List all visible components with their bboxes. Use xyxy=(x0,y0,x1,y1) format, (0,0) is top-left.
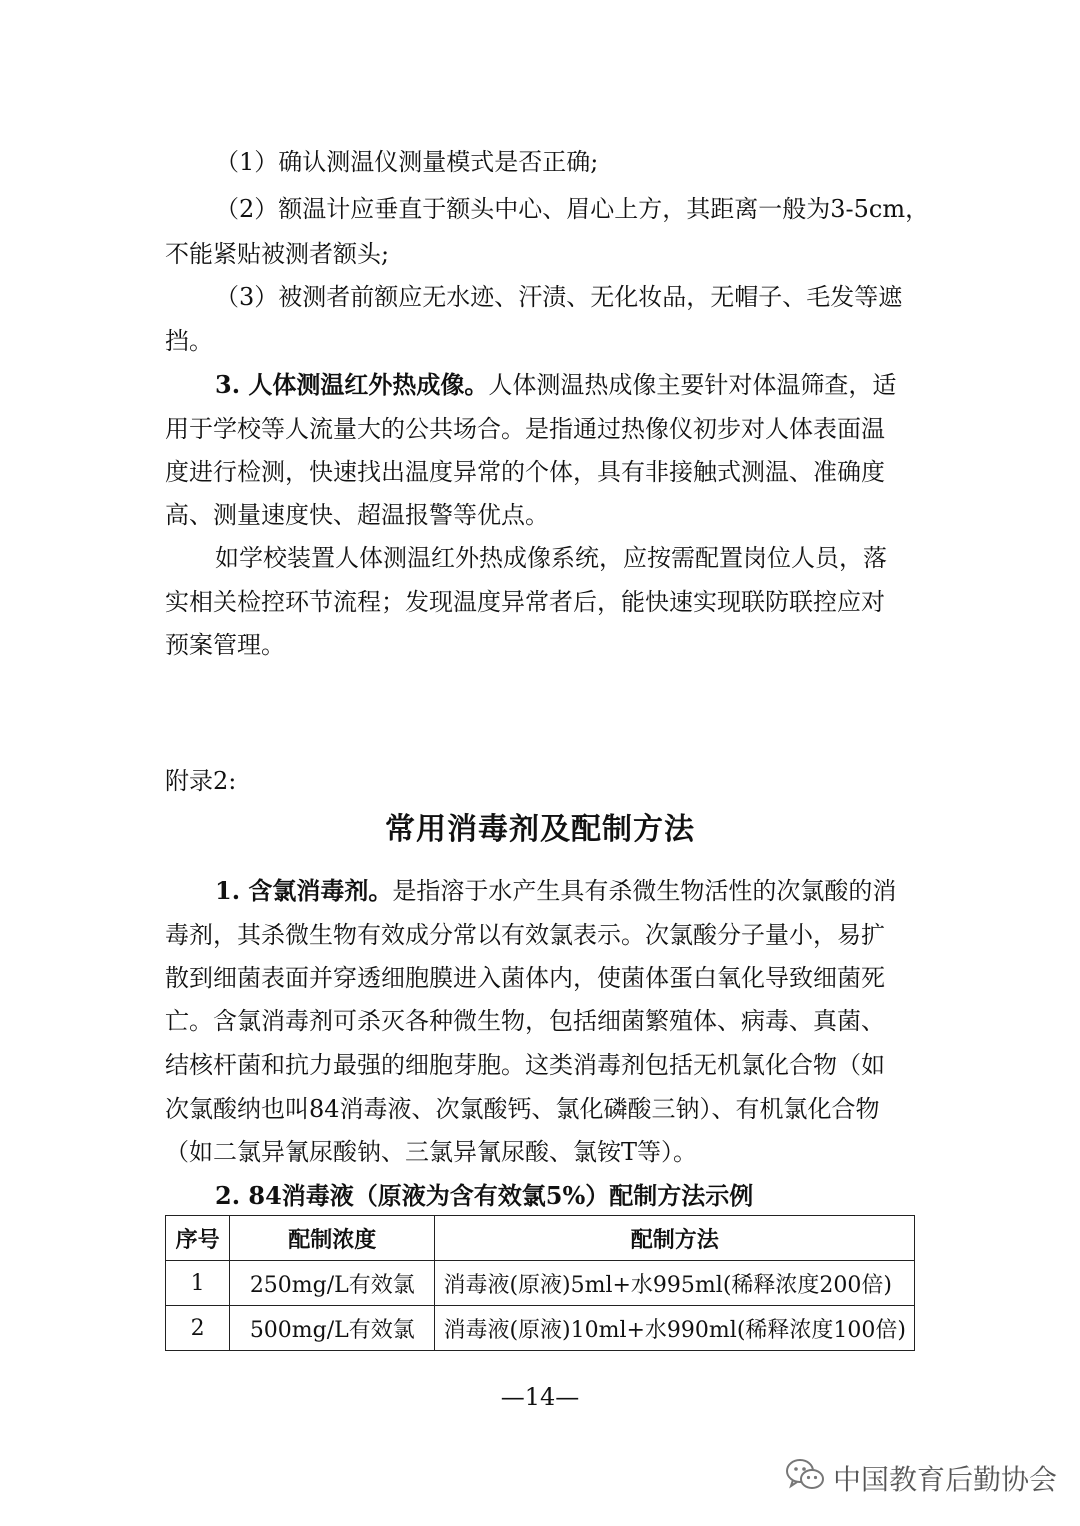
text-line: 挡。 xyxy=(165,327,213,355)
cell-concentration: 250mg/L有效氯 xyxy=(230,1261,435,1306)
text-line: 结核杆菌和抗力最强的细胞芽胞。这类消毒剂包括无机氯化合物（如 xyxy=(165,1051,885,1079)
text-line: 亡。含氯消毒剂可杀灭各种微生物，包括细菌繁殖体、病毒、真菌、 xyxy=(165,1007,885,1035)
text-line: （3）被测者前额应无水迹、汗渍、无化妆品，无帽子、毛发等遮 xyxy=(215,283,903,311)
column-header-concentration: 配制浓度 xyxy=(230,1216,435,1261)
table-row xyxy=(166,1261,915,1306)
watermark xyxy=(785,1458,1057,1498)
text-line: （2）额温计应垂直于额头中心、眉心上方，其距离一般为3-5cm， xyxy=(215,195,930,223)
section-heading-chlorine: 1. 含氯消毒剂。 xyxy=(215,876,393,905)
column-header-index: 序号 xyxy=(166,1216,230,1261)
table-row xyxy=(166,1306,915,1351)
text-span: 是指溶于水产生具有杀微生物活性的次氯酸的消 xyxy=(392,877,897,905)
cell-concentration: 500mg/L有效氯 xyxy=(230,1306,435,1351)
text-line: （1）确认测温仪测量模式是否正确; xyxy=(215,148,599,176)
table-caption: 2. 84消毒液（原液为含有效氯5%）配制方法示例 xyxy=(215,1181,754,1210)
text-line: 散到细菌表面并穿透细胞膜进入菌体内，使菌体蛋白氧化导致细菌死 xyxy=(165,964,885,992)
text-line: 用于学校等人流量大的公共场合。是指通过热像仪初步对人体表面温 xyxy=(165,415,885,443)
text-line: 毒剂，其杀微生物有效成分常以有效氯表示。次氯酸分子量小，易扩 xyxy=(165,921,885,949)
section-heading-infrared: 3. 人体测温红外热成像。 xyxy=(215,370,489,399)
wechat-icon xyxy=(785,1458,825,1499)
cell-method: 消毒液(原液)5ml+水995ml(稀释浓度200倍) xyxy=(435,1261,915,1306)
disinfectant-table xyxy=(165,1215,915,1351)
paragraph-line xyxy=(215,369,896,401)
text-line: 如学校装置人体测温红外热成像系统，应按需配置岗位人员，落 xyxy=(215,544,887,572)
watermark-text: 中国教育后勤协会 xyxy=(833,1463,1058,1496)
page-number: —14— xyxy=(500,1383,580,1411)
text-line: 度进行检测，快速找出温度异常的个体，具有非接触式测温、准确度 xyxy=(165,458,885,486)
column-header-method: 配制方法 xyxy=(435,1216,915,1261)
text-line: 预案管理。 xyxy=(165,631,285,659)
text-line: 不能紧贴被测者额头; xyxy=(165,240,390,268)
table-header-row xyxy=(166,1216,915,1261)
page-title: 常用消毒剂及配制方法 xyxy=(385,812,695,847)
text-span: 人体测温热成像主要针对体温筛查，适 xyxy=(488,371,897,399)
text-line: 高、测量速度快、超温报警等优点。 xyxy=(165,501,549,529)
cell-index: 1 xyxy=(166,1261,230,1306)
cell-index: 2 xyxy=(166,1306,230,1351)
paragraph-line xyxy=(215,875,896,907)
appendix-label: 附录2: xyxy=(165,767,237,795)
cell-method: 消毒液(原液)10ml+水990ml(稀释浓度100倍) xyxy=(435,1306,915,1351)
text-line: （如二氯异氰尿酸钠、三氯异氰尿酸、氯铵T等）。 xyxy=(165,1138,698,1166)
text-line: 实相关检控环节流程；发现温度异常者后，能快速实现联防联控应对 xyxy=(165,588,885,616)
text-line: 次氯酸纳也叫84消毒液、次氯酸钙、氯化磷酸三钠）、有机氯化合物 xyxy=(165,1095,880,1123)
